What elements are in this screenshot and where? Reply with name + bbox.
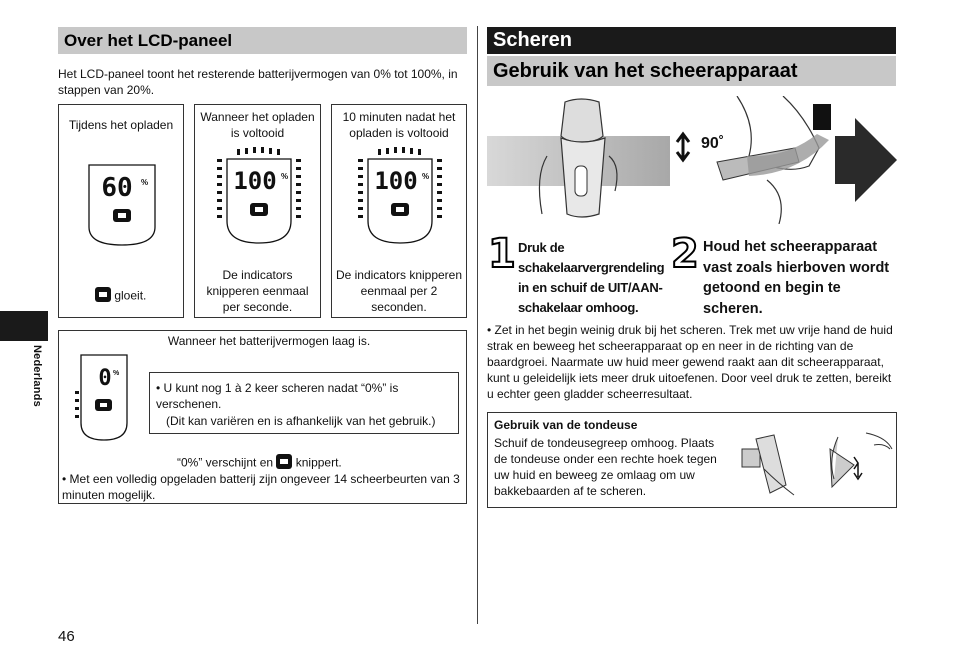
low-battery-note-line1: • U kunt nog 1 à 2 keer scheren nadat “0%” is verschenen. [156, 381, 399, 411]
lcd-display-icon [83, 161, 161, 249]
plug-icon [95, 287, 111, 306]
page-number: 46 [58, 628, 75, 645]
lcd-cell-caption: De indicators knipperen eenmaal per seconde. [206, 268, 309, 314]
section-title-shaving: Scheren [487, 27, 896, 54]
lcd-display-icon [356, 147, 444, 253]
trimmer-box [487, 412, 897, 508]
lcd-display-icon [215, 147, 303, 253]
low-battery-note-line2: (Dit kan variëren en is afhankelijk van het gebruik.) [166, 414, 436, 428]
shaving-bullet: • Zet in het begin weinig druk bij het scheren. Trek met uw vrije hand de huid strak en beweeg het scheerapparaat op en neer in de richting van de baardgroei. Naarmate uw huid meer gewend raakt aan dit scheerapparaat, kunt u geleidelijk iets meer druk uitoefenen. Door veel druk te zetten, bereikt u echter geen gladder scheerresultaat. [487, 323, 893, 401]
language-label: Nederlands [31, 345, 43, 407]
step-2-number: 2 [671, 231, 699, 277]
lcd-readout: 0 [98, 366, 112, 391]
shaving-illustration [487, 96, 899, 224]
low-battery-note [149, 372, 459, 434]
trimmer-title: Gebruik van de tondeuse [494, 418, 638, 432]
step-1-text: Druk de schakelaarvergrendeling in en schuif de UIT/AAN-schakelaar omhoog. [518, 240, 665, 315]
lcd-cell-title: Wanneer het opladen is voltooid [200, 110, 315, 140]
lcd-percent: % [113, 370, 120, 377]
lcd-cell-caption: De indicators knipperen eenmaal per 2 seconden. [335, 268, 463, 314]
low-battery-bullet: • Met een volledig opgeladen batterij zijn ongeveer 14 scheerbeurten van 3 minuten mogelijk. [62, 472, 460, 502]
lcd-cell-caption: gloeit. [95, 287, 185, 306]
lcd-cell-charging [58, 104, 184, 318]
lcd-percent: % [141, 178, 149, 187]
low-battery-title: Wanneer het batterijvermogen laag is. [167, 334, 371, 348]
lcd-readout: 100 [233, 167, 277, 195]
lcd-readout: 60 [101, 173, 133, 203]
step-1-number: 1 [488, 231, 516, 277]
lcd-low-battery-box [58, 330, 467, 504]
column-divider [477, 26, 478, 624]
language-tab [0, 311, 48, 341]
lcd-display-icon [75, 353, 131, 443]
lcd-cell-title: Tijdens het opladen [68, 118, 174, 132]
lcd-cell-charged [194, 104, 321, 318]
lcd-cell-after-10min [331, 104, 467, 318]
trimmer-illustration [734, 429, 894, 503]
page-title: Gebruik van het scheerapparaat [487, 56, 896, 86]
lcd-cell-title: 10 minuten nadat het opladen is voltooid [342, 110, 456, 140]
section-title-lcd: Over het LCD-paneel [58, 27, 467, 54]
lcd-readout: 100 [374, 167, 418, 195]
lcd-percent: % [281, 172, 289, 181]
lcd-intro: Het LCD-paneel toont het resterende batterijvermogen van 0% tot 100%, in stappen van 20%. [58, 67, 458, 97]
lcd-percent: % [422, 172, 430, 181]
trimmer-text: Schuif de tondeusegreep omhoog. Plaats de tondeuse onder een rechte hoek tegen uw huid en beweeg ze omlaag om uw bakkebaarden af te scheren. [494, 436, 717, 498]
step-2-text: Houd het scheerapparaat vast zoals hierboven wordt getoond en begin te scheren. [703, 239, 890, 317]
low-battery-appears: “0%” verschijnt en knippert. [177, 454, 447, 473]
angle-label: 90˚ [701, 135, 725, 152]
